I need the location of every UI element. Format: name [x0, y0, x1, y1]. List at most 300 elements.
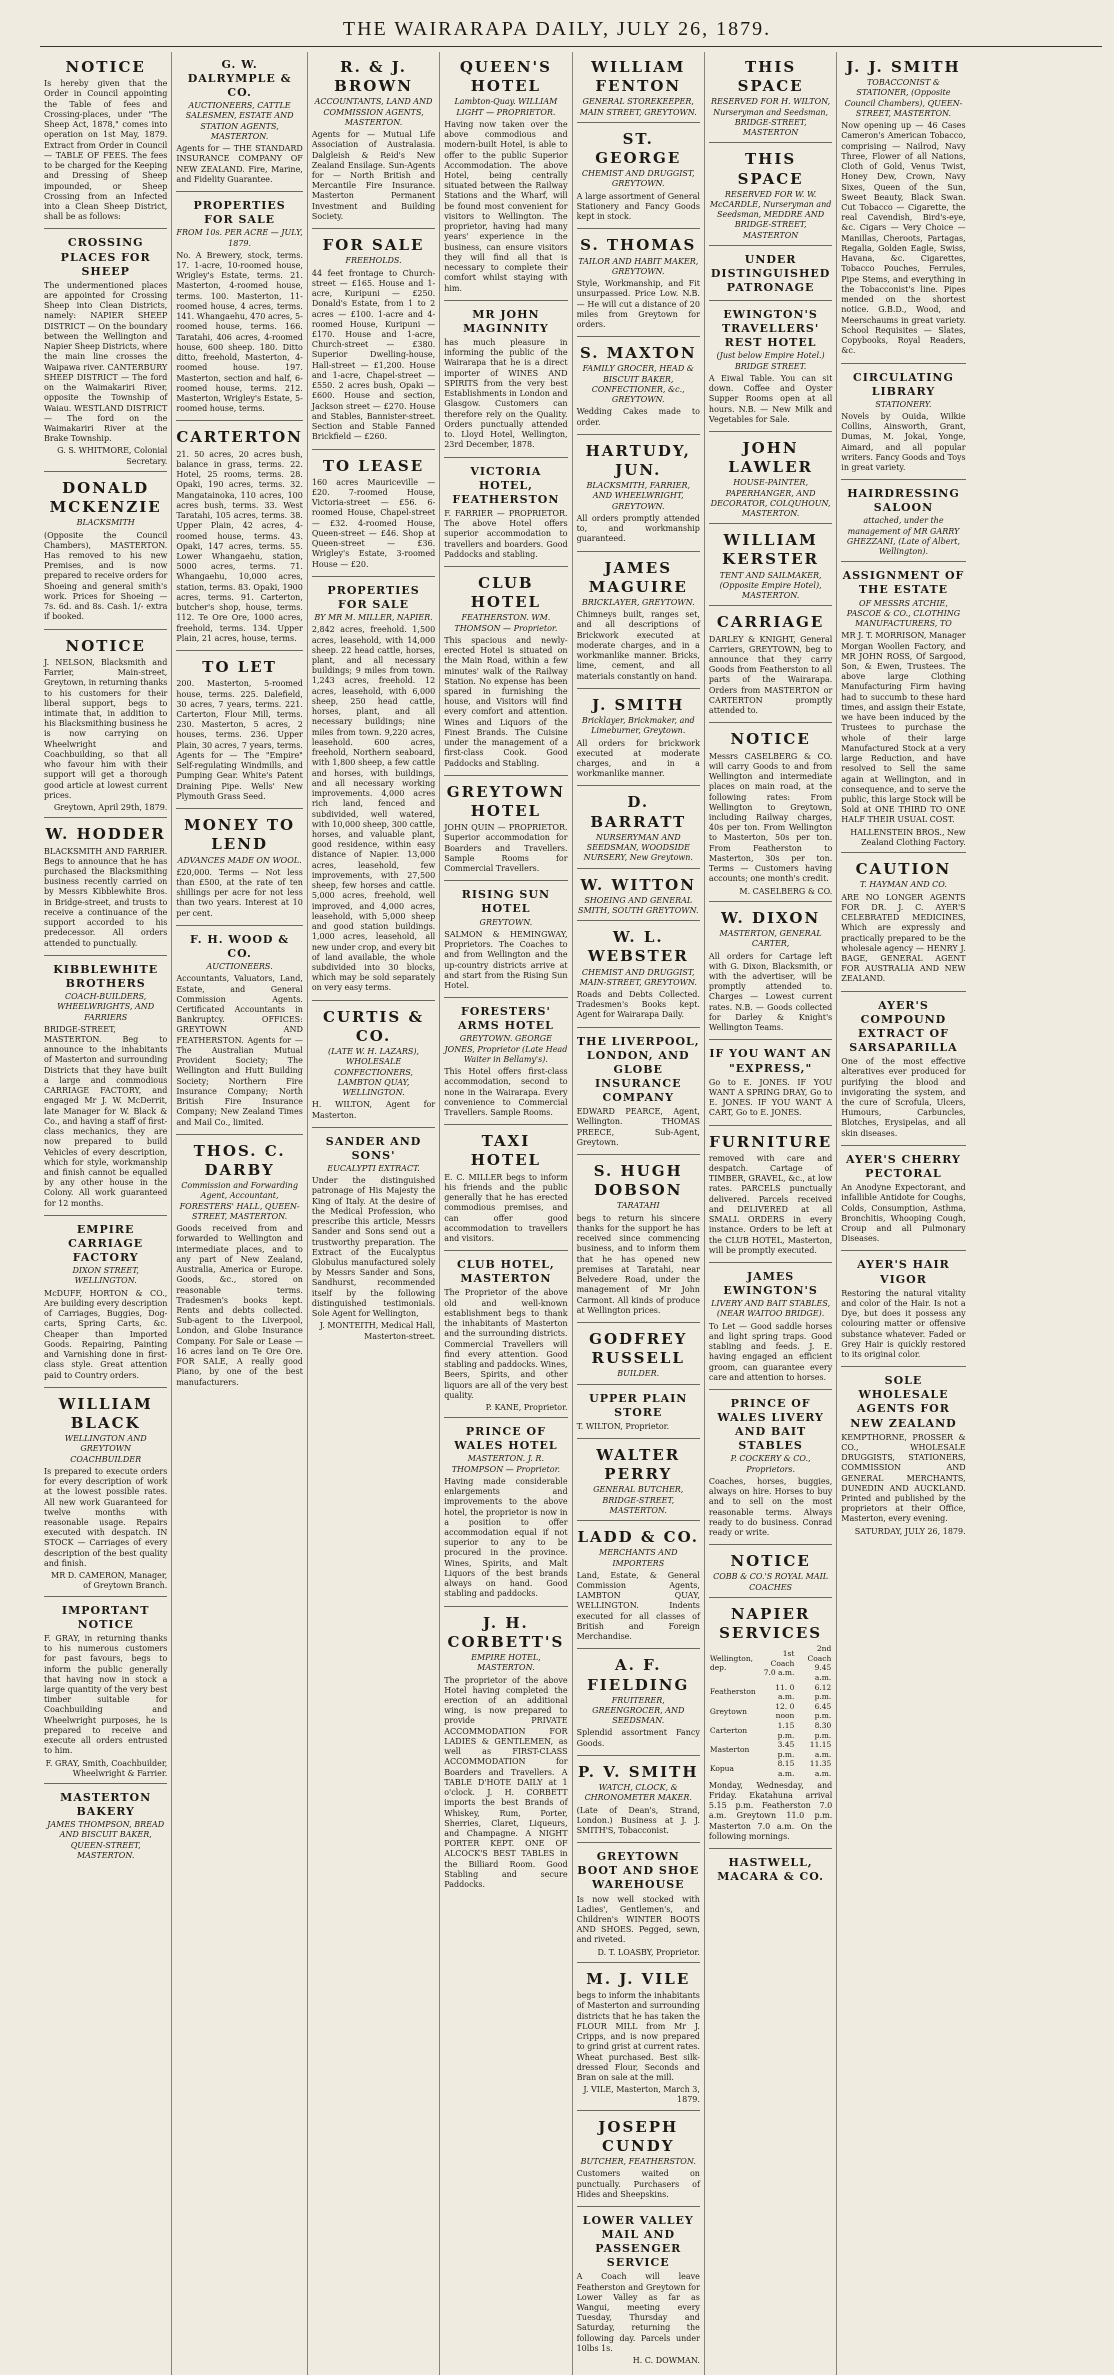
ad-body: F. FARRIER — PROPRIETOR. The above Hotel offers superior accommodation to travellers and boarders. Good Paddocks and stabling.	[444, 508, 568, 559]
ad-signature: SATURDAY, JULY 26, 1879.	[854, 1526, 966, 1536]
ad-body: begs to return his sincere thanks for the support he has received since commencing business, and to inform them that he has opened new premises at Taratahi, near Belvedere Road, under the management of Mr John Carmont. All kinds of produce at Wellington prices.	[576, 1213, 700, 1315]
ad-empire-carriage-factory	[44, 1219, 167, 1388]
timetable-cell: 1.15 p.m.	[777, 1721, 795, 1740]
timetable-cell: Wellington, dep.	[709, 1653, 754, 1673]
ad-body: All orders promptly attended to, and workmanship guaranteed.	[576, 513, 700, 544]
ad-subtitle: DIXON STREET, WELLINGTON.	[72, 1266, 139, 1286]
ad-to-let	[176, 654, 303, 809]
ad-title: S. THOMAS	[580, 236, 697, 255]
ad-body: A large assortment of General Stationery and Fancy Goods kept in stock.	[576, 191, 700, 222]
ad-for-sale	[312, 232, 435, 449]
ad-title: R. & J. BROWN	[334, 58, 413, 96]
ad-j-smith	[577, 692, 700, 787]
column-2	[172, 52, 308, 2375]
ad-body: 200. Masterton, 5-roomed house, terms. 225. Dalefield, 30 acres, 7 years, terms. 221. Carterton, Flour Mill, terms. 230. Masterton, 5 acres, 2 houses, terms. 236. Upper Plain, 30 acres, 7 years, terms. Agents for — The "Empire" Self-regulating Windmills, and Pumping Gear. White's Patent Draining Pipe. Wells' New Plymouth Grass Seed.	[176, 679, 303, 801]
ad-title: J. H. CORBETT'S	[447, 1613, 565, 1651]
ad-title: WILLIAM KERSTER	[722, 531, 820, 569]
ad-title: WILLIAM FENTON	[591, 58, 686, 96]
ad-title: EMPIRE CARRIAGE FACTORY	[68, 1222, 144, 1265]
ad-subtitle: SHOEING AND GENERAL SMITH, SOUTH GREYTOWN.	[577, 895, 699, 915]
ad-body: removed with care and despatch. Cartage of TIMBER, GRAVEL, &c., at low rates. PARCELS punctually delivered. Parcels received and DELIVERED at all SMALL ORDERS in every instance. Orders to be left at the CLUB HOTEL, Masterton, will be promptly executed.	[708, 1153, 833, 1255]
ad-subtitle: TARATAHI	[616, 1201, 660, 1211]
ad-m-j-vile	[577, 1966, 700, 2111]
ad-title: CLUB HOTEL	[470, 573, 542, 612]
timetable-cell: 11. 0 a.m.	[775, 1682, 795, 1702]
timetable-cell: Masterton	[709, 1745, 750, 1755]
ad-foresters-arms-hotel	[444, 1001, 567, 1125]
ad-hairdressing-saloon	[841, 483, 965, 562]
ad-subtitle: FROM 10s. PER ACRE — JULY, 1879.	[176, 228, 303, 248]
ad-important-notice	[44, 1600, 167, 1784]
ad-title: WILLIAM BLACK	[58, 1394, 153, 1432]
ad-title: PRINCE OF WALES HOTEL	[454, 1425, 558, 1453]
ad-title: EWINGTON'S TRAVELLERS' REST HOTEL	[721, 308, 820, 350]
ad-body: This spacious and newly-erected Hotel is situated on the Main Road, within a few minutes' walk of the Railway Station. No expense has been spared in furnishing the house, and Visitors will find every comfort and attention. Wines and Liquors of the Finest Brands. The Cuisine under the management of a first-class Cook. Good Paddocks and Stabling.	[444, 635, 568, 768]
ad-title: GREYTOWN BOOT AND SHOE WAREHOUSE	[577, 1850, 700, 1892]
timetable-row	[709, 1759, 832, 1778]
ad-body: A Eiwal Table. You can sit down. Coffee and Oyster Supper Rooms open at all hours. N.B. — New Milk and Vegetables for Sale.	[708, 373, 833, 424]
ad-title: FURNITURE	[709, 1132, 833, 1151]
ad-godfrey-russell	[577, 1326, 700, 1385]
ad-s-hugh-dobson	[577, 1158, 700, 1323]
ad-mr-john-maginnity	[444, 304, 567, 458]
ad-subtitle: FREEHOLDS.	[345, 256, 402, 266]
column-3	[308, 52, 440, 2375]
ad-subtitle: BRICKLAYER, GREYTOWN.	[581, 597, 695, 607]
ad-subtitle: CHEMIST AND DRUGGIST, MAIN-STREET, GREYTOWN.	[579, 967, 697, 987]
ad-title: NOTICE	[65, 636, 146, 655]
ad-body: Roads and Debts Collected. Tradesmen's Books kept. Agent for Wairarapa Daily.	[576, 990, 700, 1020]
timetable-cell: 2nd Coach 9.45 a.m.	[807, 1644, 832, 1683]
ad-f-h-wood-co	[176, 929, 303, 1135]
ad-circulating-library	[841, 367, 965, 481]
ad-to-lease	[312, 453, 435, 577]
ad-body: 21. 50 acres, 20 acres bush, balance in grass, terms. 22. Hotel, 25 rooms, terms. 28. Opaki, 190 acres, terms. 32. Mangatainoka, 110 acres, 100 acres bush, terms. 33. West Taratahi, 105 acres, terms. 38. Upper Plain, 42 acres, 4-roomed house, terms. 43. Opaki, 147 acres, terms. 55. Lower Whangaehu, station, 5000 acres, terms. 71. Whangaehu, 10,000 acres, station, terms. 83. Opaki, 1900 acres, terms. 91. Carterton, butcher's shop, house, terms. 112. Te Ore Ore, 1000 acres, freehold, terms. 134. Upper Plain, 21 acres, house, terms.	[176, 449, 303, 643]
ad-body: Coaches, horses, buggies, always on hire. Horses to buy and to sell on the most reasonable terms. Always ready to do business. Conrad ready or write.	[708, 1476, 833, 1538]
ad-signature: F. GRAY, Smith, Coachbuilder, Wheelwright & Farrier.	[45, 1758, 168, 1778]
ad-title: JOSEPH CUNDY	[598, 2117, 679, 2155]
timetable-cell: 12. 0 noon	[775, 1701, 795, 1721]
ad-body: 2,842 acres, freehold. 1,500 acres, leasehold, with 14,000 sheep. 22 head cattle, horses, plant, and all necessary buildings; 9 miles from town. 1,243 acres, freehold. 12 acres, leasehold, with 6,000 sheep, 250 head cattle, horses, plant, and all necessary buildings; nine miles from town. 9,220 acres, leasehold. 600 acres, freehold, Northern seaboard, with 1,800 sheep, a few cattle and horses, with buildings, and all necessary working improvements. 4,000 acres rich land, fenced and subdivided, well watered, with 10,000 sheep, 300 cattle, horses, and valuable plant, good residence, within easy distance of Napier. 13,000 acres, leasehold, few improvements, with 27,500 sheep, few horses and cattle. 5,000 acres, freehold, well improved, and 4,000 acres, leasehold, with 5,000 sheep and good station buildings. 1,000 acres, leasehold, all new under crop, and every bit of land available, the whole subdivided into 30 blocks, which may be sold separately on very easy terms.	[311, 625, 436, 993]
ad-title: AYER'S HAIR VIGOR	[857, 1258, 950, 1286]
ad-title: MONEY TO LEND	[184, 816, 296, 854]
column-4	[440, 52, 572, 2375]
ad-ayer-s-hair-vigor	[841, 1254, 965, 1367]
ad-subtitle: GREYTOWN.	[479, 917, 533, 927]
ad-title: J. SMITH	[592, 695, 685, 714]
ad-prince-of-wales-livery-and-bait-stables	[709, 1393, 832, 1545]
ad-title: CAUTION	[855, 860, 952, 879]
ad-title: W. L. WEBSTER	[587, 928, 689, 966]
ad-body: DARLEY & KNIGHT, General Carriers, GREYTOWN, beg to announce that they carry Goods from Featherston to all parts of the Wairarapa. Orders from MASTERTON or CARTERTON promptly attended to.	[708, 634, 833, 716]
ad-subtitle: (LATE W. H. LAZARS), WHOLESALE CONFECTIONERS, LAMBTON QUAY, WELLINGTON.	[328, 1047, 420, 1098]
ad-p-v-smith	[577, 1759, 700, 1843]
ad-greytown-hotel	[444, 779, 567, 882]
ad-notice	[709, 726, 832, 901]
ad-title: A. F. FIELDING	[587, 1656, 690, 1694]
ad-subtitle: CHEMIST AND DRUGGIST, GREYTOWN.	[581, 169, 695, 189]
ad-james-maguire	[577, 555, 700, 689]
timetable-cell: 1st Coach 7.0 a.m.	[763, 1649, 795, 1678]
ad-rising-sun-hotel	[444, 884, 567, 998]
ad-title: LADD & CO.	[577, 1528, 700, 1547]
ad-g-w-dalrymple-co	[176, 54, 303, 192]
ad-subtitle: COACH-BUILDERS, WHEELWRIGHTS, AND FARRIERS	[57, 992, 155, 1022]
ad-title: UPPER PLAIN STORE	[589, 1391, 688, 1419]
ad-st-george	[577, 126, 700, 230]
ad-body: KEMPTHORNE, PROSSER & CO., WHOLESALE DRUGGISTS, STATIONERS, COMMISSION AND GENERAL MERCHANTS, DUNEDIN AND AUCKLAND. Printed and published by the proprietors at their Office, Masterton, every evening.	[841, 1432, 966, 1524]
ad-william-kerster	[709, 527, 832, 606]
ad-body: Agents for — THE STANDARD INSURANCE COMPANY OF NEW ZEALAND. Fire, Marine, and Fidelity Guarantee.	[176, 144, 303, 184]
timetable-cell: Featherston	[709, 1687, 756, 1697]
ad-body: Style, Workmanship, and Fit unsurpassed. Price Low. N.B. — He will cut a distance of 20 miles from Greytown for orders.	[576, 279, 700, 329]
ad-subtitle: BY MR M. MILLER, NAPIER.	[314, 613, 433, 623]
ad-queen-s-hotel	[444, 54, 567, 301]
ad-subtitle: OF MESSRS ATCHIE, PASCOE & CO., CLOTHING MANUFACTURERS, TO	[846, 598, 961, 629]
ad-title: P. V. SMITH	[578, 1762, 699, 1781]
ad-title: M. J. VILE	[586, 1969, 691, 1988]
ad-signature: HALLENSTEIN BROS., New Zealand Clothing Factory.	[850, 827, 966, 847]
ad-body: Wedding Cakes made to order.	[576, 407, 700, 427]
ad-body: Restoring the natural vitality and color of the Hair. Is not a Dye, but does it possess any colouring matter or offensive substance whatever. Faded or Grey Hair is quickly restored to its original color.	[841, 1288, 966, 1360]
ad-body: J. NELSON, Blacksmith and Farrier, Main-street, Greytown, in returning thanks to his customers for their liberal support, begs to intimate that, in addition to his Blacksmithing business he is now carrying on Wheelwright and Coachbuilding, so that all who favour him with their support will get a thorough good article at lowest current prices.	[44, 657, 168, 800]
ad-title: IF YOU WANT AN "EXPRESS,"	[709, 1047, 832, 1075]
ad-subtitle: BUTCHER, FEATHERSTON.	[580, 2157, 696, 2167]
ad-subtitle: TENT AND SAILMAKER, (Opposite Empire Hotel), MASTERTON.	[719, 570, 822, 601]
ad-title: CIRCULATING LIBRARY	[853, 370, 954, 398]
ad-title: CROSSING PLACES FOR SHEEP	[60, 236, 151, 278]
ad-subtitle: WELLINGTON AND GREYTOWN COACHBUILDER	[64, 1434, 147, 1464]
ad-title: HAIRDRESSING SALOON	[847, 487, 960, 515]
column-6	[705, 52, 837, 2375]
ad-money-to-lend	[176, 812, 303, 926]
ad-carterton	[176, 424, 303, 651]
ad-title: W. WITTON	[580, 875, 696, 894]
timetable-cell: 6.12 p.m.	[814, 1682, 832, 1702]
ad-subtitle: RESERVED FOR W. W. McCARDLE, Nurseryman and Seedsman, MEDDRE AND BRIDGE-STREET, MASTERTON	[709, 189, 832, 240]
ad-club-hotel	[444, 570, 567, 776]
ad-curtis-co	[312, 1004, 435, 1128]
ad-body: Is prepared to execute orders for every description of work at the lowest possible rates. All new work Guaranteed for twelve months with reasonable usage. Repairs executed with despatch. IN STOCK — Carriages of every description of the best quality and finish.	[44, 1466, 168, 1568]
ad-body: One of the most effective alteratives ever produced for purifying the blood and invigorating the system, and the cure of Scrofula, Ulcers, Humours, Carbuncles, Blotches, Erysipelas, and all skin diseases.	[841, 1057, 966, 1138]
ad-title: AYER'S CHERRY PECTORAL	[846, 1152, 961, 1180]
ad-title: SANDER AND SONS'	[325, 1134, 422, 1162]
ad-taxi-hotel	[444, 1128, 567, 1251]
timetable-row	[709, 1702, 832, 1721]
ad-james-ewington-s	[709, 1266, 832, 1390]
ad-title: SOLE WHOLESALE AGENTS FOR NEW ZEALAND	[850, 1374, 957, 1430]
ad-william-fenton	[577, 54, 700, 123]
ad-subtitle: JAMES THOMPSON, BREAD AND BISCUIT BAKER, QUEEN-STREET, MASTERTON.	[47, 1820, 165, 1860]
ad-body: All orders for Cartage left with G. Dixon, Blacksmith, or with the advertiser, will be promptly attended to. Charges — Lowest current rates. N.B. — Goods collected for Darley & Knight's Wellington Teams.	[708, 951, 833, 1033]
ad-lower-valley-mail-and-passenger-service	[577, 2210, 700, 2370]
ad-body: has much pleasure in informing the public of the Wairarapa that he is a direct importer of WINES AND SPIRITS from the very best Establishments in London and Glasgow. Customers can therefore rely on the Quality. Orders punctually attended to. Lloyd Hotel, Wellington, 23rd December, 1878.	[444, 337, 568, 450]
ad-ewington-s-travellers-rest-hotel	[709, 304, 832, 432]
ad-body: Agents for — Mutual Life Association of Australasia. Dalgleish & Reid's New Zealand Ensilage. Sun-Agents for — North British and Mercantile Fire Insurance. Masterton Permanent Investment and Building Society.	[311, 130, 436, 221]
ad-body: E. C. MILLER begs to inform his friends and the public generally that he has erected commodious premises, and can offer good accommodation to travellers and visitors.	[444, 1172, 568, 1244]
ad-j-h-corbett-s	[444, 1610, 567, 1897]
ad-this-space	[709, 146, 832, 246]
ad-body: A Coach will leave Featherston and Greytown for Lower Valley as far as Wangui, meeting every Tuesday, Thursday and Saturday, returning the following day. Parcels under 10lbs 1s.	[576, 2272, 700, 2353]
ad-title: MASTERTON BAKERY	[60, 1791, 152, 1819]
ad-joseph-cundy	[577, 2114, 700, 2207]
ad-title: PRINCE OF WALES LIVERY AND BAIT STABLES	[717, 1397, 824, 1453]
ad-club-hotel-masterton	[444, 1254, 567, 1418]
ad-body: The undermentioned places are appointed for Crossing Sheep into Clean Districts, namely: NAPIER SHEEP DISTRICT — On the boundary between the Wellington and Napier Sheep Districts, where the main line crosses the Waipawa river. CANTERBURY SHEEP DISTRICT — The ford on the Waimakariri River, opposite the Township of Waiau. WESTLAND DISTRICT — The ford on the Waimakariri River at the Brake Township.	[44, 280, 168, 444]
ad-body: BRIDGE-STREET, MASTERTON. Beg to announce to the inhabitants of Masterton and surrounding Districts that they have built a large and commodious CARRIAGE FACTORY, and engaged Mr J. W. McDerrit, late Manager for W. Black & Co., and having a staff of first-class mechanics, they are now prepared to build Vehicles of every description, which for style, workmanship and finish cannot be equalled by any other house in the Colony. All work guaranteed for 12 months.	[44, 1024, 168, 1208]
ad-body: T. WILTON, Proprietor.	[576, 1421, 670, 1431]
timetable-cell: 11.35 a.m.	[809, 1759, 832, 1779]
ad-title: THIS SPACE	[737, 150, 804, 188]
ad-body: Goods received from and forwarded to Wellington and intermediate places, and to any part of New Zealand, Australia, America or Europe. Goods, &c., stored on reasonable terms. Tradesmen's books kept. Rents and debts collected. Sub-agent to the Liverpool, London, and Globe Insurance Company. For Sale or Lease — 16 acres land on Te Ore Ore. FOR SALE, A really good Piano, by one of the best manufacturers.	[176, 1224, 303, 1387]
ad-title: TAXI HOTEL	[470, 1132, 542, 1170]
ad-title: GODFREY RUSSELL	[589, 1330, 688, 1368]
column-1	[40, 52, 172, 2375]
ad-s-thomas	[577, 232, 700, 337]
ad-body: The Proprietor of the above old and well-known establishment begs to thank the inhabitants of Masterton and the surrounding districts. Commercial Travellers will find every attention. Good stabling and paddocks. Wines, Beers, Spirits, and other liquors are all of the very best quality.	[444, 1288, 568, 1400]
ad-napier-services	[709, 1601, 832, 1849]
ad-the-liverpool-london-and-globe-insurance	[577, 1031, 700, 1155]
ad-body: (Opposite the Council Chambers), MASTERTON. Has removed to his new Premises, and is now prepared to receive orders for Shoeing and general smith's work. Prices for Shoeing — 7s. 6d. and 8s. Cash. 1/- extra if booked.	[44, 530, 168, 622]
ad-body: Is now well stocked with Ladies', Gentlemen's, and Children's WINTER BOOTS AND SHOES. Pegged, sewn, and riveted.	[576, 1894, 700, 1945]
ad-subtitle: T. HAYMAN AND CO.	[859, 880, 947, 890]
ad-body: ARE NO LONGER AGENTS FOR DR. J. C. AYER'S CELEBRATED MEDICINES, Which are expressly and practically prepared to be the wholesale agency — HENRY J. BAGE, GENERAL AGENT FOR AUSTRALIA AND NEW ZEALAND.	[841, 892, 966, 984]
ad-subtitle: Commission and Forwarding Agent, Accountant, FORESTERS' HALL, QUEEN-STREET, MASTERTON.	[179, 1181, 300, 1221]
ad-title: S. HUGH DOBSON	[593, 1162, 683, 1200]
ad-signature: D. T. LOASBY, Proprietor.	[597, 1947, 700, 1957]
ad-body: The proprietor of the above Hotel having completed the erection of an additional wing, is now prepared to provide PRIVATE ACCOMMODATION FOR LADIES & GENTLEMEN, as well as FIRST-CLASS ACCOMMODATION for Boarders and Travellers. A TABLE D'HOTE DAILY at 1 o'clock. J. H. CORBETT imports the best Brands of Whiskey, Rum, Porter, Sherries, Claret, Liqueurs, and Champagne. A NIGHT PORTER KEPT. ONE OF ALCOCK'S BEST TABLES in the Billiard Room. Good Stabling and secure Paddocks.	[444, 1675, 568, 1890]
ad-subtitle: TAILOR AND HABIT MAKER, GREYTOWN.	[578, 256, 699, 276]
ad-body: McDUFF, HORTON & CO., Are building every description of Carriages, Buggies, Dog-carts, Spring Carts, &c. Cheaper than Imported Goods. Repairing, Painting and Varnishing done in first-class style. Great attention paid to Country orders.	[44, 1288, 168, 1380]
masthead-rule	[40, 46, 1102, 47]
ad-title: F. H. WOOD & CO.	[189, 932, 290, 960]
ad-title: NOTICE	[730, 1552, 811, 1571]
ad-body: EDWARD PEARCE, Agent, Wellington. THOMAS PREECE, Sub-Agent, Greytown.	[576, 1107, 700, 1147]
masthead: THE WAIRARAPA DAILY, JULY 26, 1879.	[342, 18, 772, 40]
ad-body: begs to inform the inhabitants of Masterton and surrounding districts that he has taken the FLOUR MILL from Mr J. Cripps, and is now prepared to grind grist at current rates. Wheat purchased. Best silk-dressed Flour, Seconds and Bran on sale at the mill.	[576, 1991, 700, 2082]
ad-title: GREYTOWN HOTEL	[446, 782, 565, 821]
timetable	[709, 1644, 832, 1778]
ad-signature: MR D. CAMERON, Manager, of Greytown Branch.	[51, 1571, 168, 1591]
ad-caution	[841, 856, 965, 992]
ad-body: Novels by Ouida, Wilkie Collins, Ainsworth, Grant, Dumas, M. Jokai, Yonge, Aimard, and all popular writers. Fancy Goods and Toys in great variety.	[841, 411, 966, 473]
ad-body: (Late of Dean's, Strand, London.) Business at J. J. SMITH'S, Tobacconist.	[576, 1805, 700, 1836]
ad-subtitle: FEATHERSTON. WM. THOMSON — Proprietor.	[454, 613, 558, 633]
ad-title: JOHN LAWLER	[728, 438, 813, 477]
ad-j-j-smith	[841, 54, 965, 364]
timetable-cell: 11.15 a.m.	[809, 1740, 832, 1759]
ad-title: TO LEASE	[322, 456, 425, 475]
ad-carriage	[709, 609, 832, 723]
ad-sole-wholesale-agents-for-new-zealand	[841, 1370, 965, 1541]
ad-this-space	[709, 54, 832, 143]
ad-ayer-s-compound-extract-of-sarsaparilla	[841, 995, 965, 1146]
ad-body: No. A Brewery, stock, terms. 17. 1-acre, 10-roomed house, Wrigley's Estate, terms. 21. Masterton, 4-roomed house, terms. 100. Masterton, 11-roomed house, 4 acres, terms. 141. Whangaehu, 470 acres, 5-roomed house, terms. 166. Taratahi, 406 acres, 4-roomed house, 600 sheep. 180. Ditto ditto, freehold, Masterton, 4-roomed house. 197. Masterton, section and half, 6-roomed house, terms. 212. Masterton, Wrigley's Estate, 5-roomed house, terms.	[176, 250, 303, 414]
ad-body: BLACKSMITH AND FARRIER. Begs to announce that he has purchased the Blacksmithing business recently carried on by Messrs Kibblewhite Bros. in Bridge-street, and trusts to receive a continuance of the support accorded to his predecessor. All orders attended to punctually.	[44, 846, 168, 948]
ad-signature: Greytown, April 29th, 1879.	[53, 803, 168, 813]
ad-title: G. W. DALRYMPLE & CO.	[187, 58, 292, 100]
ad-title: THOS. C. DARBY	[193, 1141, 286, 1179]
ad-ayer-s-cherry-pectoral	[841, 1149, 965, 1252]
ad-signature: J. MONTEITH, Medical Hall, Masterton-street.	[319, 1321, 436, 1341]
ad-title: KIBBLEWHITE BROTHERS	[53, 962, 159, 990]
ad-body: Go to E. JONES. IF YOU WANT A SPRING DRAY, Go to E. JONES. IF YOU WANT A CART, Go to E. JONES.	[708, 1077, 833, 1118]
ad-subtitle: Lambton-Quay. WILLIAM LIGHT — PROPRIETOR.	[454, 97, 558, 117]
ad-subtitle: FRUITERER, GREENGROCER, AND SEEDSMAN.	[592, 1695, 685, 1726]
ad-title: CARTERTON	[176, 428, 303, 447]
column-5	[573, 52, 705, 2375]
ad-upper-plain-store	[577, 1388, 700, 1439]
ad-d-barratt	[577, 789, 700, 868]
ad-body: Having now taken over the above commodious and modern-built Hotel, is able to offer to the public Superior Accommodation. The above Hotel, being centrally situated between the Railway Stations and the Wharf, will be found most convenient for visitors to Wellington. The proprietor, having had many years' experience in the business, can ensure visitors they will find all that is necessary to complete their comfort whilst staying with him.	[444, 119, 568, 293]
timetable-cell: Kopua	[709, 1764, 734, 1774]
ad-notice	[709, 1548, 832, 1598]
ad-if-you-want-an-express	[709, 1043, 832, 1125]
ad-under-distinguished-patronage	[709, 249, 832, 301]
ad-body: MR J. T. MORRISON, Manager Morgan Woollen Factory, and MR JOHN ROSS, Of Sargood, Son, & Ewen, Trustees. The above large Clothing Manufacturing Firm having had to succumb to these hard times, and assign their Estate, we have been induced by the Trustees to purchase the whole of their large Manufactured Stock at a very large Reduction, and have resolved to Sell the same again at Wellington, and in consequence, and to serve the public, this large Stock will be Sold at ONE THIRD TO ONE HALF THEIR USUAL COST.	[841, 631, 966, 825]
ad-body: Accountants, Valuators, Land, Estate, and General Commission Agents. Certificated Accountants in Bankruptcy. OFFICES: GREYTOWN AND FEATHERSTON. Agents for — The Australian Mutual Provident Society; The Wellington and Hutt Building Society; Northern Fire Insurance Company; North British Fire Insurance Company; New Zealand Times and Mail Co., limited.	[176, 974, 303, 1127]
ad-notice	[44, 633, 167, 819]
ad-subtitle: GENERAL STOREKEEPER, MAIN STREET, GREYTOWN.	[579, 97, 697, 117]
ad-body: Chimneys built, ranges set, and all descriptions of Brickwork executed at moderate charges, and in a workmanlike manner. Bricks, lime, cement, and all materials constantly on hand.	[576, 610, 700, 681]
ad-title: IMPORTANT NOTICE	[61, 1603, 150, 1631]
ad-title: FORESTERS' ARMS HOTEL	[457, 1005, 554, 1033]
ad-subtitle: NURSERYMAN AND SEEDSMAN, WOODSIDE NURSERY, New Greytown.	[583, 832, 693, 863]
ad-sander-and-sons	[312, 1131, 435, 1346]
ad-assignment-of-the-estate	[841, 565, 965, 853]
ad-furniture	[709, 1129, 832, 1264]
ad-properties-for-sale	[312, 580, 435, 1001]
ad-subtitle: Bricklayer, Brickmaker, and Limeburner, Greytown.	[581, 716, 695, 736]
timetable-cell: Greytown	[709, 1706, 747, 1716]
ad-title: DONALD MCKENZIE	[49, 478, 162, 517]
ad-signature: G. S. WHITMORE, Colonial Secretary.	[57, 446, 168, 466]
ad-subtitle: LIVERY AND BAIT STABLES, (NEAR WAITOO BRIDGE).	[711, 1299, 831, 1319]
columns	[40, 52, 1102, 2366]
ad-ladd-co	[577, 1524, 700, 1649]
ad-body: Is hereby given that the Order in Council appointing the Table of fees and Crossing-places, under "The Sheep Act, 1878," comes into operation on 1st May, 1879. Extract from Order in Council — TABLE OF FEES. The fees to be charged for the Keeping and Dressing of Sheep impounded, or Sheep Crossing from an Infected into a Clean Sheep District, shall be as follows:	[44, 79, 168, 222]
ad-subtitle: BLACKSMITH, FARRIER, AND WHEELWRIGHT, GREYTOWN.	[586, 481, 691, 511]
ad-title: D. BARRATT	[590, 793, 687, 831]
ad-s-maxton	[577, 340, 700, 435]
ad-body: H. WILTON, Agent for Masterton.	[311, 1100, 436, 1120]
ad-notice	[44, 54, 167, 229]
timetable-cell: 8.15 a.m.	[777, 1759, 795, 1779]
ad-body: 44 feet frontage to Church-street — £165. House and 1-acre, Kuripuni — £250. Donald's Estate, from 1 to 2 acres — £100. 1-acre and 4-roomed House, Kuripuni — £170. House and 1-acre, Church-street — £380. Superior Dwelling-house, Hall-street — £1,200. House and 1-acre, Chapel-street — £550. 2 acres bush, Opaki — £600. House and section, Jackson street — £270. House and Stables, Bannister-street. Section and Stable Fanned Brickfield — £260.	[311, 268, 436, 442]
timetable-row	[709, 1683, 832, 1702]
ad-hastwell-macara-co	[709, 1852, 832, 1889]
ad-signature: P. KANE, Proprietor.	[485, 1402, 568, 1412]
ad-subtitle: HOUSE-PAINTER, PAPERHANGER, AND DECORATOR, COLQUHOUN, MASTERTON.	[710, 478, 831, 519]
ad-kibblewhite-brothers	[44, 959, 167, 1216]
timetable-cell: 3.45 p.m.	[777, 1740, 795, 1759]
ad-properties-for-sale	[176, 195, 303, 421]
ad-title: JAMES EWINGTON'S	[723, 1270, 818, 1298]
ad-title: MR JOHN MAGINNITY	[463, 307, 549, 335]
timetable-cell: Carterton	[709, 1725, 748, 1735]
ad-body: To Let — Good saddle horses and light spring traps. Good stabling and feeds. J. E. having engaged an efficient groom, can guarantee every care and attention to horses.	[708, 1321, 833, 1382]
ad-title: JAMES MAGUIRE	[588, 558, 688, 596]
ad-w-l-webster	[577, 924, 700, 1028]
ad-subtitle: WATCH, CLOCK, & CHRONOMETER MAKER.	[584, 1783, 692, 1803]
ad-subtitle: STATIONERY.	[875, 399, 932, 409]
ad-body: Now opening up — 46 Cases Cameron's American Tobacco, comprising — Nailrod, Navy Three, Flower of all Nations, Cloth of Gold, Venus Twist, Honey Dew, Crown, Navy Sixes, Queen of the Sun, Sweet Beauty, Black Swan. Cut Tobacco — Cigarette, the real Cavendish, Bird's-eye, &c. Cigars — Very Choice — Manillas, Cheroots, Partagas, Regalia, Golden Eagle, Swiss, Havana, &c. Cigarettes, Tobacco Pouches, Ferrules, Pipe Stems, and everything in the Tobacconist's line. Pipes mended on the shortest notice. G.B.D., Wood, and Meerschaums in great variety. School Requisites — Slates, Copybooks, Royal Readers, &c.	[841, 121, 966, 356]
ad-title: VICTORIA HOTEL, FEATHERSTON	[452, 464, 560, 506]
timetable-cell: 8.30 p.m.	[814, 1721, 832, 1740]
ad-title: WALTER PERRY	[596, 1446, 681, 1484]
ad-subtitle: BLACKSMITH	[76, 518, 135, 528]
timetable-row	[709, 1721, 832, 1740]
ad-title: HARTUDY, JUN.	[585, 441, 691, 479]
ad-subtitle: GREYTOWN. GEORGE JONES, Proprietor (Late Head Waiter in Bellamy's).	[444, 1034, 568, 1064]
ad-masterton-bakery	[44, 1787, 167, 1865]
ad-walter-perry	[577, 1442, 700, 1521]
ad-body: Having made considerable enlargements and improvements to the above hotel, the proprietor is now in a position to offer accommodation equal if not superior to any to be procured in the province. Wines, Spirits, and Malt Liquors of the best brands always on hand. Good stabling and paddocks.	[444, 1476, 568, 1599]
ad-john-lawler	[709, 435, 832, 524]
ad-signature: M. CASELBERG & CO.	[739, 886, 833, 896]
ad-body: Monday, Wednesday, and Friday. Ekatahuna arrival 5.15 p.m. Featherston 7.0 a.m. Greytown 11.0 p.m. Masterton 7.0 a.m. On the following mornings.	[708, 1780, 833, 1841]
ad-prince-of-wales-hotel	[444, 1421, 567, 1606]
ad-subtitle: EUCALYPTI EXTRACT.	[327, 1163, 420, 1173]
ad-title: PROPERTIES FOR SALE	[327, 583, 420, 611]
timetable-row	[709, 1644, 832, 1682]
ad-body: Under the distinguished patronage of His Majesty the King of Italy. At the desire of the Medical Profession, who prescribe this article, Messrs Sander and Sons send out a trustworthy preparation. The Extract of the Eucalyptus Globulus manufactured solely by Messrs Sander and Sons, Sandhurst, recommended itself by the following distinguished testimonials. Sole Agent for Wellington,	[311, 1176, 436, 1319]
ad-w-hodder	[44, 821, 167, 956]
timetable-cell: 6.45 p.m.	[814, 1701, 832, 1721]
ad-a-f-fielding	[577, 1652, 700, 1756]
ad-body: SALMON & HEMINGWAY, Proprietors. The Coaches to and from Wellington and the up-country districts arrive at and start from the Rising Sun Hotel.	[444, 929, 568, 990]
ad-subtitle: FAMILY GROCER, HEAD & BISCUIT BAKER, CONFECTIONER, &c., GREYTOWN.	[582, 364, 694, 405]
ad-title: PROPERTIES FOR SALE	[193, 199, 286, 227]
ad-subtitle: attached, under the management of MR GARRY GHEZZANI, (Late of Albert, Wellington).	[846, 516, 961, 557]
ad-signature: H. C. DOWMAN.	[632, 2356, 700, 2366]
ad-r-j-brown	[312, 54, 435, 229]
ad-title: HASTWELL, MACARA & CO.	[717, 1856, 824, 1884]
ad-subtitle: P. COCKERY & CO., Proprietors.	[730, 1454, 811, 1474]
ad-body: £20,000. Terms — Not less than £500, at the rate of ten shillings per acre for not less than two years. Interest at 10 per cent.	[176, 867, 303, 918]
ad-title: ASSIGNMENT OF THE ESTATE	[842, 569, 965, 597]
ad-title: CURTIS & CO.	[323, 1007, 425, 1045]
ad-title: J. J. SMITH	[846, 58, 961, 76]
ad-subtitle: MERCHANTS AND IMPORTERS	[599, 1548, 678, 1568]
ad-title: TO LET	[202, 658, 277, 677]
ad-title: ST. GEORGE	[595, 129, 682, 168]
ad-w-witton	[577, 872, 700, 922]
ad-body: 160 acres Mauriceville — £20. 7-roomed House, Victoria-street — £56. 6-roomed House, Chapel-street — £32. 4-roomed House, Queen-street — £46. Shop at Queen-street — £36. Wrigley's Estate, 3-roomed House — £20.	[311, 477, 436, 569]
ad-title: NOTICE	[730, 730, 811, 749]
ad-title: THIS SPACE	[737, 58, 804, 96]
ad-body: F. GRAY, in returning thanks to his numerous customers for past favours, begs to inform the public generally that having now in stock a large quantity of the very best timber suitable for Coachbuilding and Wheelwright purposes, he is prepared to receive and execute all orders entrusted to him.	[44, 1633, 168, 1756]
column-7	[837, 52, 969, 2375]
ad-thos-c-darby	[176, 1138, 303, 1394]
ad-subtitle: RESERVED FOR H. WILTON, Nurseryman and Seedsman, BRIDGE-STREET, MASTERTON	[711, 97, 831, 138]
ad-subtitle: (Just below Empire Hotel.) BRIDGE STREET.	[716, 351, 825, 371]
ad-subtitle: TOBACCONIST & STATIONER, (Opposite Council Chambers), QUEEN-STREET, MASTERTON.	[844, 78, 963, 118]
ad-body: This Hotel offers first-class accommodation, second to none in the Wairarapa. Every convenience to Commercial Travellers. Sample Rooms.	[444, 1067, 568, 1117]
ad-title: QUEEN'S HOTEL	[459, 58, 552, 96]
ad-title: CARRIAGE	[716, 613, 825, 632]
timetable-row	[709, 1740, 832, 1759]
ad-title: FOR SALE	[322, 236, 425, 255]
ad-signature: J. VILE, Masterton, March 3, 1879.	[583, 2085, 700, 2105]
ad-body: An Anodyne Expectorant, and infallible Antidote for Coughs, Colds, Consumption, Asthma, Bronchitis, Whooping Cough, Croup and all Pulmonary Diseases.	[841, 1183, 966, 1244]
ad-title: W. DIXON	[721, 908, 821, 927]
ad-body: Land, Estate, & General Commission Agents, LAMBTON QUAY, WELLINGTON. Indents executed for all classes of British and Foreign Merchandise.	[576, 1570, 700, 1642]
ad-title: NOTICE	[65, 58, 146, 76]
ad-subtitle: AUCTIONEERS.	[206, 962, 273, 972]
ad-title: THE LIVERPOOL, LONDON, AND GLOBE INSURANCE COMPANY	[576, 1034, 700, 1105]
ad-subtitle: GENERAL BUTCHER, BRIDGE-STREET, MASTERTON.	[593, 1485, 684, 1515]
